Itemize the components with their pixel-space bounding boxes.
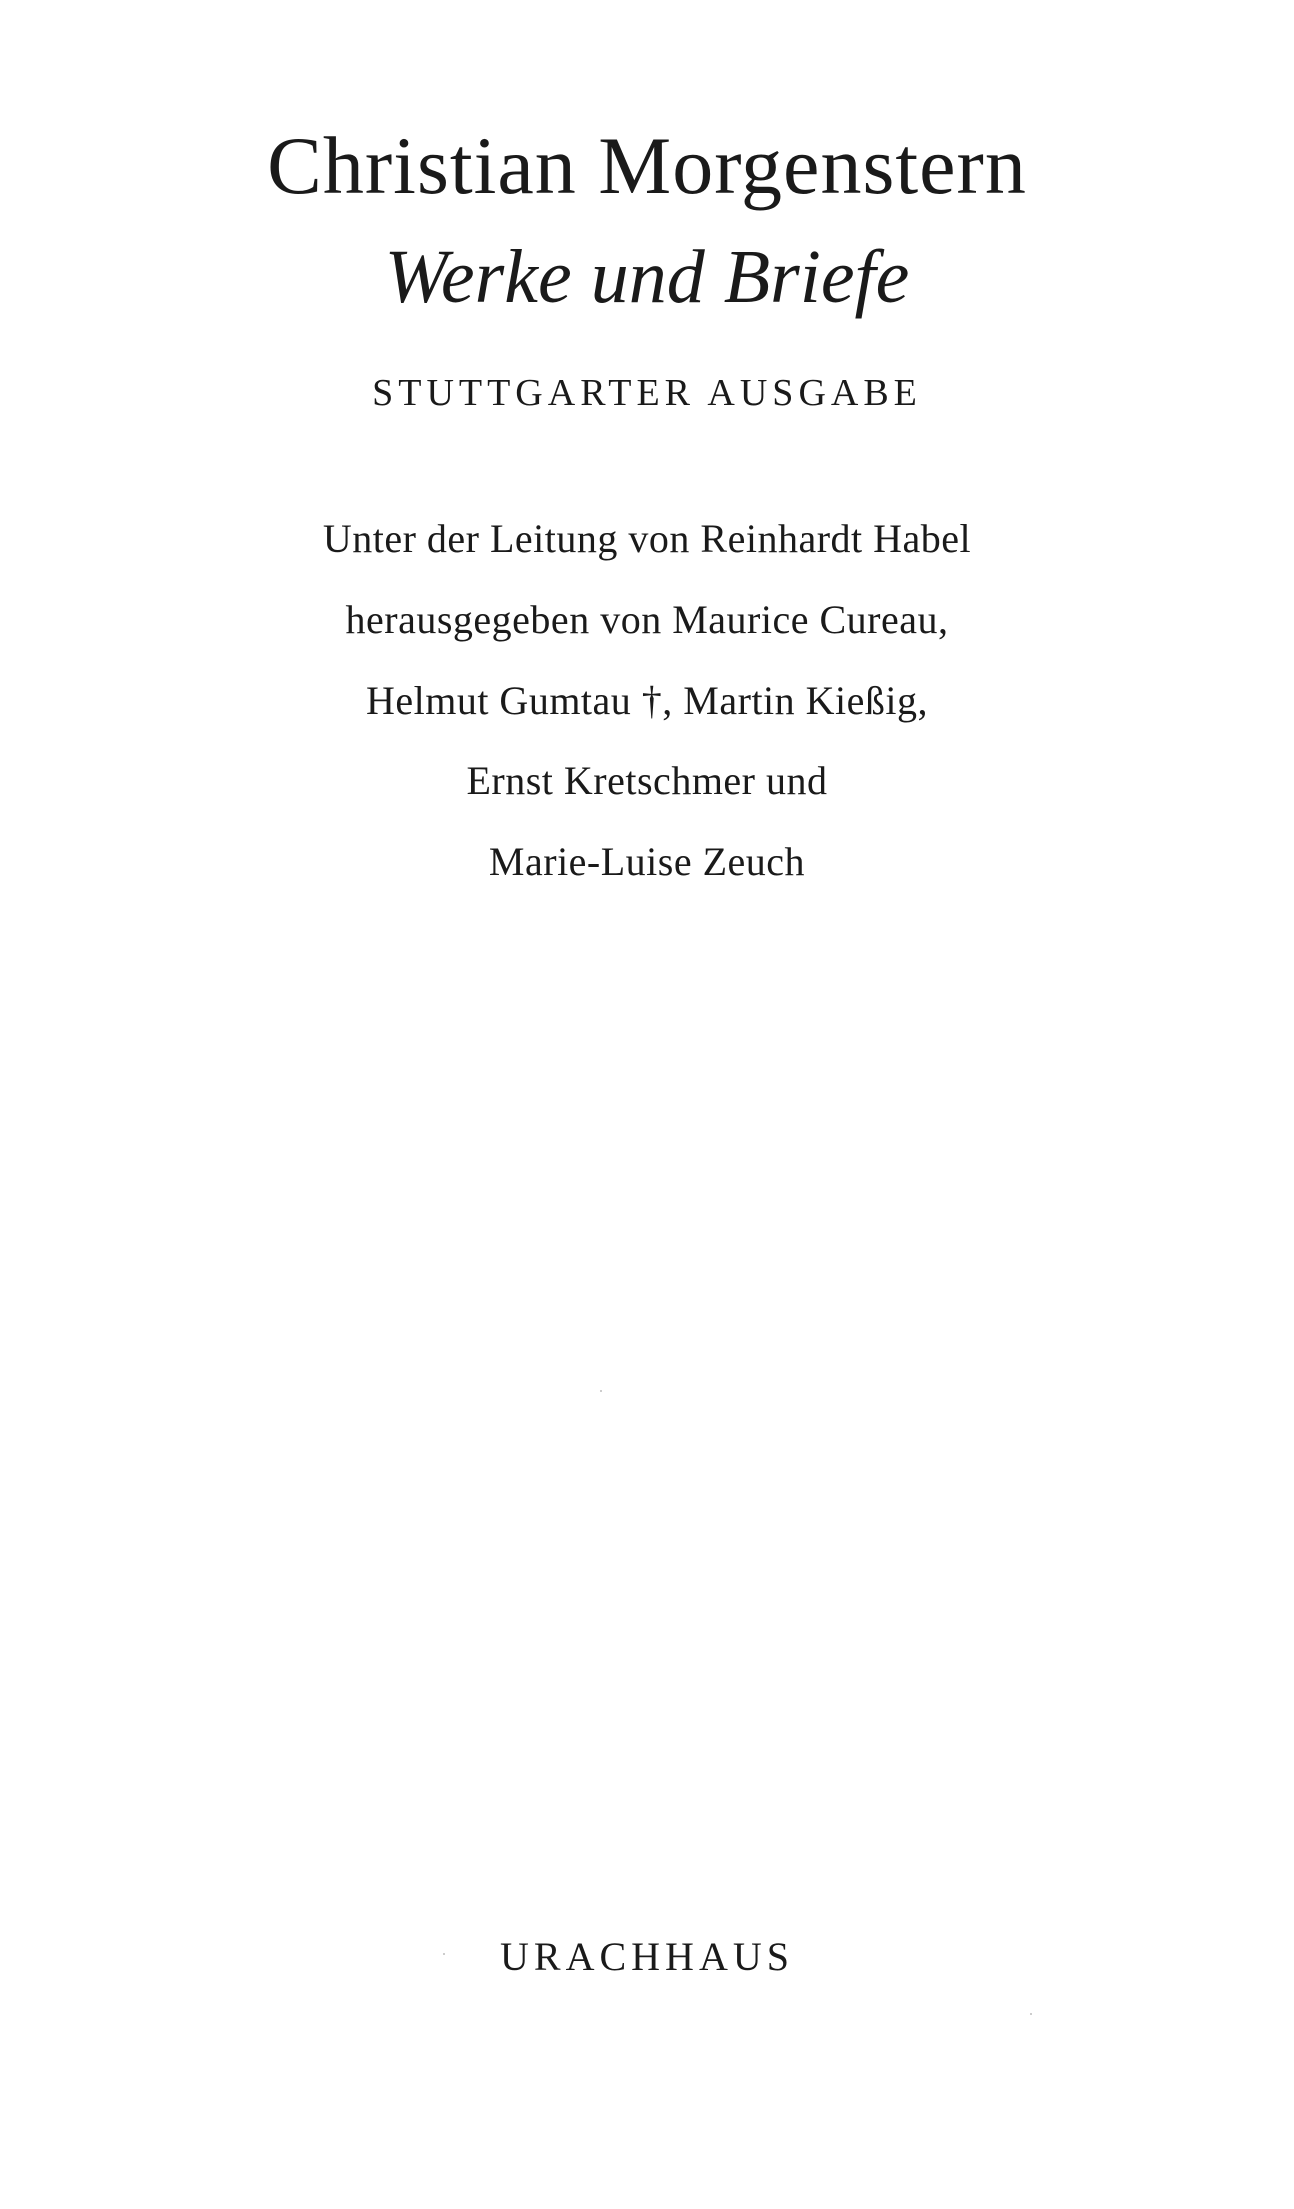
scan-speck xyxy=(443,1953,445,1955)
publisher-name: URACHHAUS xyxy=(500,1934,794,1979)
editorial-line: Marie-Luise Zeuch xyxy=(488,839,806,884)
author-name: Christian Morgenstern xyxy=(267,120,1027,211)
editorial-line: Helmut Gumtau †, Martin Kießig, xyxy=(365,678,929,723)
editorial-line: herausgegeben von Maurice Cureau, xyxy=(345,597,949,642)
scan-speck xyxy=(1030,2013,1032,2015)
editorial-line: Ernst Kretschmer und xyxy=(466,758,828,803)
edition-label: STUTTGARTER AUSGABE xyxy=(372,372,922,414)
editorial-line: Unter der Leitung von Reinhardt Habel xyxy=(322,516,972,561)
scan-speck xyxy=(600,1390,602,1392)
work-title: Werke und Briefe xyxy=(384,235,910,319)
